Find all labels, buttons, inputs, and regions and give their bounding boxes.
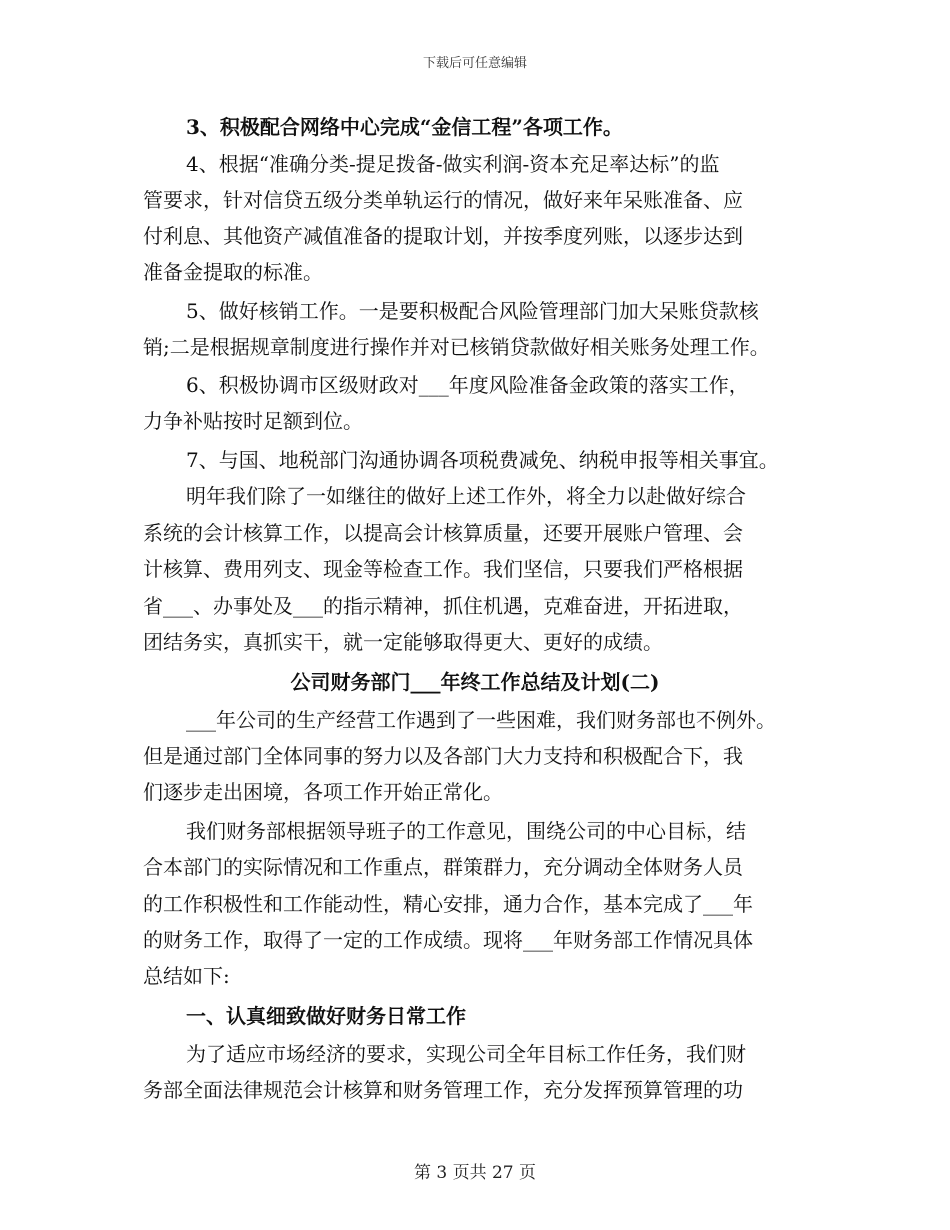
page-header: 下载后可任意编辑 <box>422 56 527 71</box>
paragraph-line: 合本部门的实际情况和工作重点，群策群力，充分调动全体财务人员 <box>143 855 743 879</box>
paragraph-line: 我们财务部根据领导班子的工作意见，围绕公司的中心目标，结 <box>186 819 746 843</box>
paragraph-line: 的工作积极性和工作能动性，精心安排，通力合作，基本完成了___年 <box>143 892 753 916</box>
paragraph-line: 系统的会计核算工作，以提高会计核算质量，还要开展账户管理、会 <box>143 521 743 545</box>
paragraph-line: 们逐步走出困境，各项工作开始正常化。 <box>143 780 503 804</box>
paragraph-line: 团结务实，真抓实干，就一定能够取得更大、更好的成绩。 <box>143 630 663 654</box>
paragraph-line: 务部全面法律规范会计核算和财务管理工作，充分发挥预算管理的功 <box>143 1078 743 1102</box>
paragraph-line: 管要求，针对信贷五级分类单轨运行的情况，做好来年呆账准备、应 <box>143 188 743 212</box>
paragraph-line: 准备金提取的标准。 <box>143 260 323 284</box>
paragraph-line: 5、做好核销工作。一是要积极配合风险管理部门加大呆账贷款核 <box>186 299 759 323</box>
paragraph-line: 力争补贴按时足额到位。 <box>143 409 363 433</box>
section-heading: 一、认真细致做好财务日常工作 <box>186 1004 466 1028</box>
paragraph-line: 销;二是根据规章制度进行操作并对已核销贷款做好相关账务处理工作。 <box>143 335 770 359</box>
paragraph-line: 付利息、其他资产减值准备的提取计划，并按季度列账，以逐步达到 <box>143 224 743 248</box>
paragraph-line: 为了适应市场经济的要求，实现公司全年目标工作任务，我们财 <box>186 1042 746 1066</box>
section-title: 公司财务部门___年终工作总结及计划(二) <box>290 670 660 694</box>
paragraph-line: 明年我们除了一如继往的做好上述工作外，将全力以赴做好综合 <box>186 484 746 508</box>
paragraph-line: 总结如下: <box>143 964 230 988</box>
paragraph-line: 6、积极协调市区级财政对___年度风险准备金政策的落实工作， <box>186 373 749 397</box>
paragraph-line: ___年公司的生产经营工作遇到了一些困难，我们财务部也不例外。 <box>186 708 776 732</box>
paragraph-line: 3、积极配合网络中心完成“金信工程”各项工作。 <box>186 115 623 139</box>
paragraph-line: 省___、办事处及___的指示精神，抓住机遇，克难奋进，开拓进取， <box>143 594 743 618</box>
paragraph-line: 计核算、费用列支、现金等检查工作。我们坚信，只要我们严格根据 <box>143 557 743 581</box>
page-footer: 第 3 页共 27 页 <box>413 1163 537 1183</box>
paragraph-line: 4、根据“准确分类-提足拨备-做实利润-资本充足率达标”的监 <box>186 152 720 176</box>
paragraph-line: 但是通过部门全体同事的努力以及各部门大力支持和积极配合下，我 <box>143 744 743 768</box>
paragraph-line: 的财务工作，取得了一定的工作成绩。现将___年财务部工作情况具体 <box>143 928 753 952</box>
paragraph-line: 7、与国、地税部门沟通协调各项税费减免、纳税申报等相关事宜。 <box>186 448 779 472</box>
